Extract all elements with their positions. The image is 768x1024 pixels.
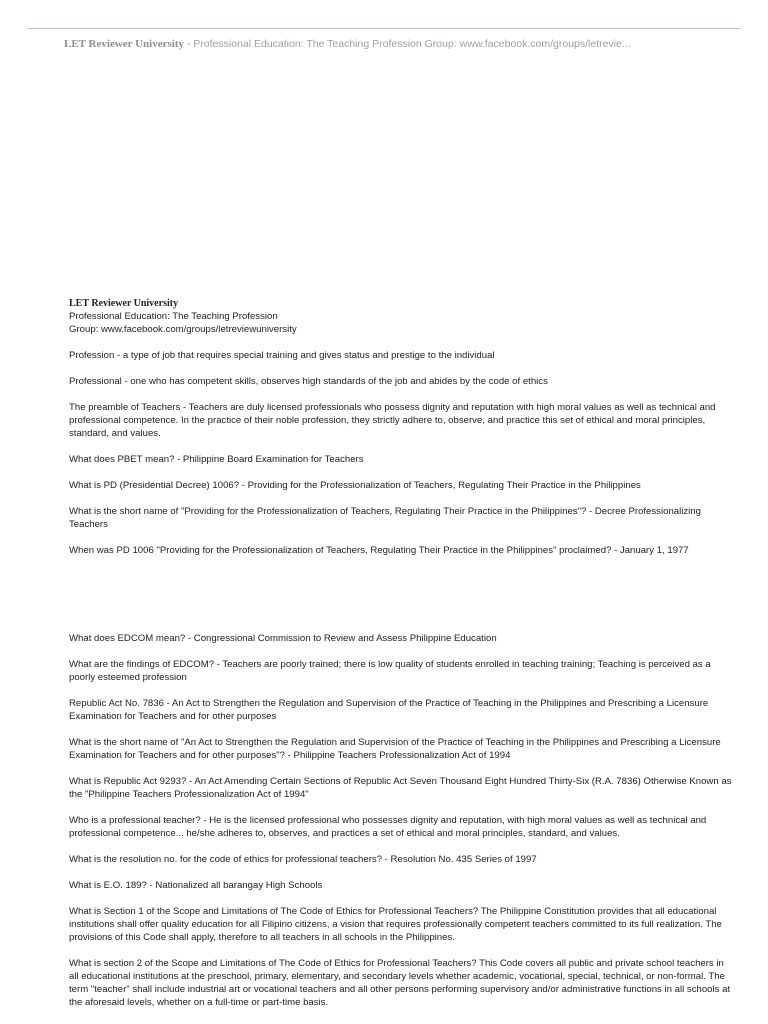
paragraph: What is section 2 of the Scope and Limitations of The Code of Ethics for Professional Teachers? This Code covers all public and private school teachers in all educational institutions at the preschool, primary, elementary, and secondary levels whether academic, vocational, special, technical, or non-formal. The term "teacher" shall include industrial art or vocational teachers and all other persons performing supervisory and/or administrative functions in all schools at the aforesaid levels, whether on a full-time or part-time basis. [69,958,731,1008]
paragraph: Profession - a type of job that requires special training and gives status and prestige to the individual [69,350,495,361]
document-header [64,38,724,50]
paragraph: What is the short name of "Providing for the Professionalization of Teachers, Regulating Their Practice in the Philippines"? - Decree Professionalizing Teachers [69,506,701,530]
paragraph: What are the findings of EDCOM? - Teachers are poorly trained; there is low quality of students enrolled in teaching training; Teaching is perceived as a poorly esteemed profession [69,659,711,683]
paragraph: Republic Act No. 7836 - An Act to Strengthen the Regulation and Supervision of the Practice of Teaching in the Philippines and Prescribing a Licensure Examination for Teachers and for other purposes [69,698,709,722]
header-brand: LET Reviewer University [64,38,184,50]
intro-subtitle: Professional Education: The Teaching Profession [69,311,278,322]
paragraph: What is PD (Presidential Decree) 1006? - Providing for the Professionalization of Teachers, Regulating Their Practice in the Philippines [69,480,641,491]
intro-block [69,297,733,336]
intro-group: Group: www.facebook.com/groups/letreviewuniversity [69,324,297,335]
intro-brand: LET Reviewer University [69,298,179,309]
document-body [69,297,733,1022]
paragraph: What is Section 1 of the Scope and Limitations of The Code of Ethics for Professional Teachers? The Philippine Constitution provides that all educational institutions shall offer quality education for all Filipino citizens, a vision that requires professionally competent teachers committed to its full realization. The provisions of this Code shall apply, therefore to all teachers in all schools in the Philippines. [69,906,722,943]
paragraph: Professional - one who has competent skills, observes high standards of the job and abides by the code of ethics [69,376,548,387]
paragraph: Who is a professional teacher? - He is the licensed professional who possesses dignity and reputation, with high moral values as well as technical and professional competence... he/she adheres to, observes, and practices a set of ethical and moral principles, standard, and values. [69,815,707,839]
paragraph: What does EDCOM mean? - Congressional Commission to Review and Assess Philippine Education [69,633,497,644]
paragraph: What does PBET mean? - Philippine Board Examination for Teachers [69,454,364,465]
paragraph: What is Republic Act 9293? - An Act Amending Certain Sections of Republic Act Seven Thousand Eight Hundred Thirty-Six (R.A. 7836) Otherwise Known as the "Philippine Teachers Professionalization Act of 1994" [69,776,732,800]
paragraph: What is E.O. 189? - Nationalized all barangay High Schools [69,880,323,891]
header-title: - Professional Education: The Teaching Profession Group: www.facebook.com/groups/letrevie... [183,38,631,50]
paragraph: What is the resolution no. for the code of ethics for professional teachers? - Resolution No. 435 Series of 1997 [69,854,537,865]
paragraph: The preamble of Teachers - Teachers are duly licensed professionals who possess dignity and reputation with high moral values as well as technical and professional competence. In the practice of their noble profession, they strictly adhere to, observe, and practice this set of ethical and moral principles, standard, and values. [69,402,716,439]
blank-gap [69,570,733,632]
paragraph: What is the short name of "An Act to Strengthen the Regulation and Supervision of the Practice of Teaching in the Philippines and Prescribing a Licensure Examination for Teachers and for other purposes"? - Philippine Teachers Professionalization Act of 1994 [69,737,721,761]
header-divider [28,28,740,29]
paragraph: When was PD 1006 "Providing for the Professionalization of Teachers, Regulating Their Practice in the Philippines" proclaimed? - January 1, 1977 [69,545,689,556]
